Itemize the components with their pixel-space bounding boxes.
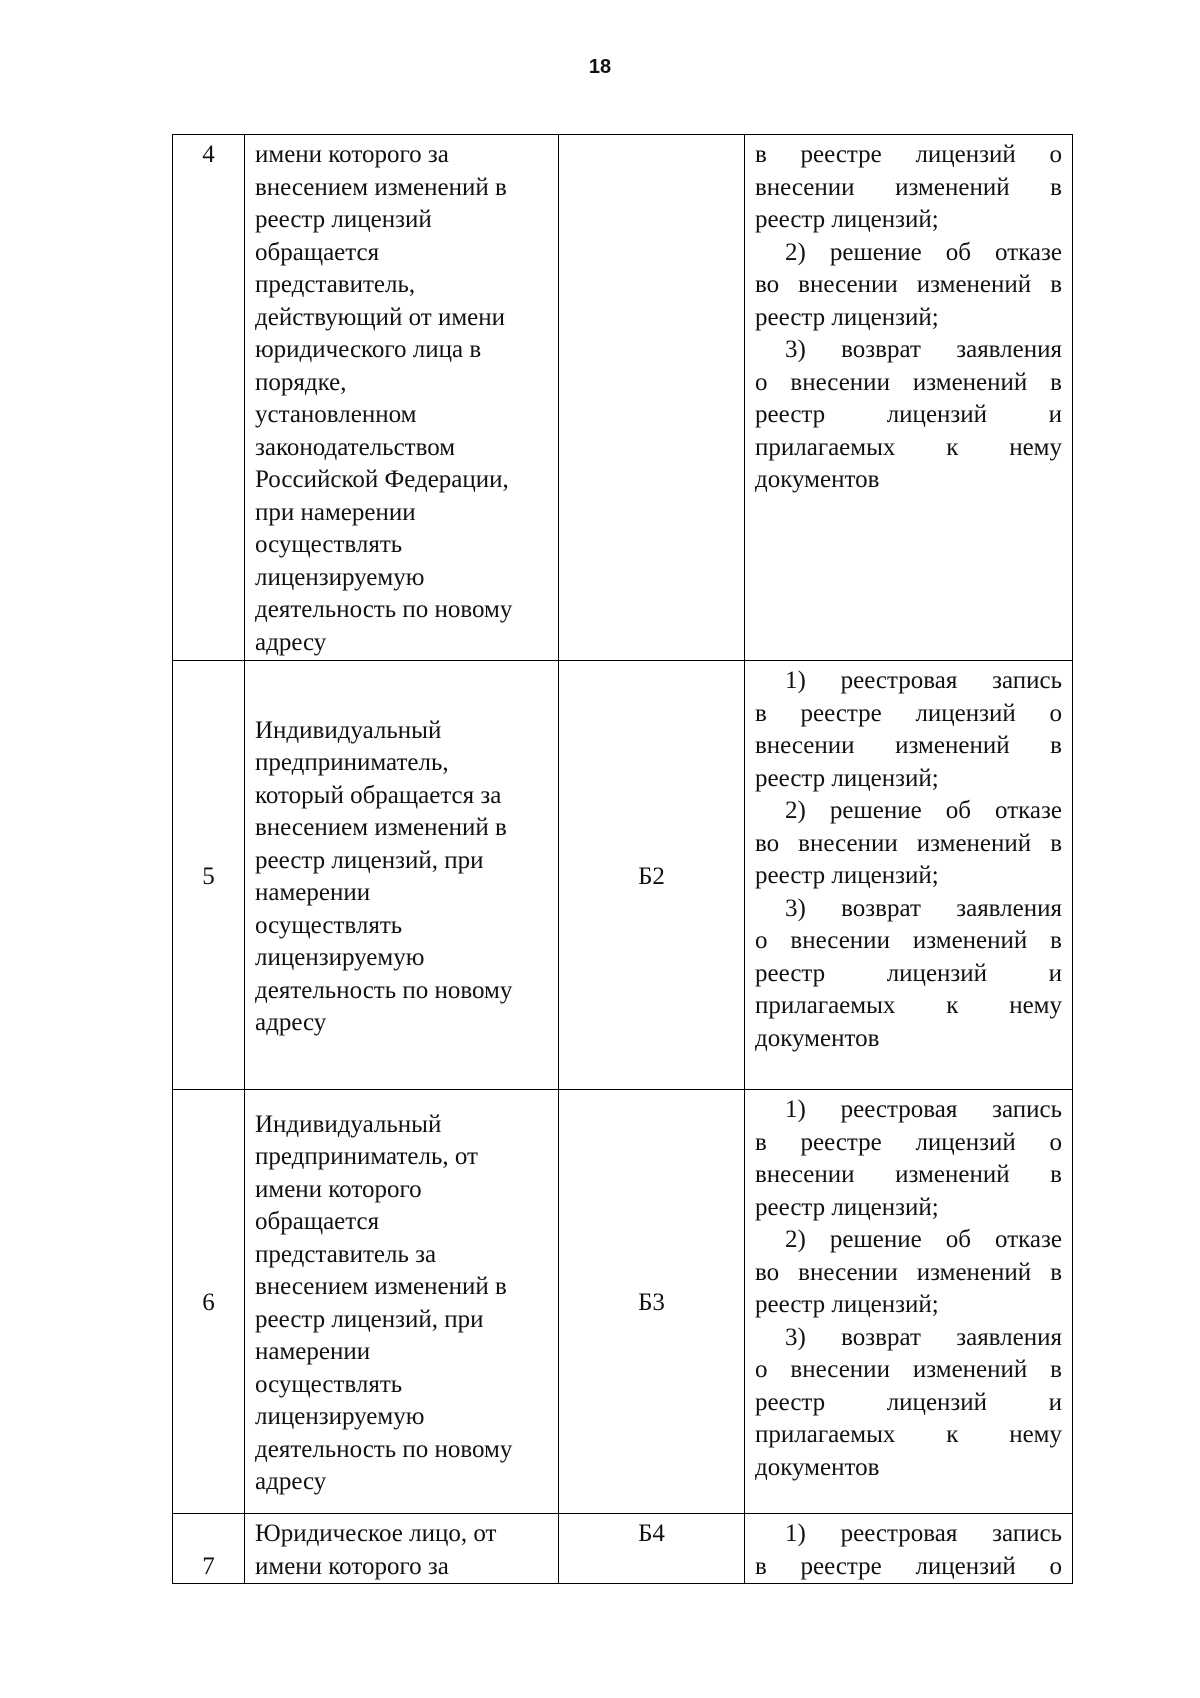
result-cell <box>745 661 1073 1090</box>
applicant-cell <box>245 135 559 661</box>
result-line: 3) возврат заявления <box>785 336 1062 363</box>
applicant-line: деятельность по новому <box>255 596 513 623</box>
applicant-line: который обращается за <box>255 781 502 809</box>
applicant-line: установленном <box>255 401 417 428</box>
applicant-line: реестр лицензий, при <box>255 846 484 874</box>
applicant-line: имени которого за <box>255 1552 449 1580</box>
result-line: реестр лицензий; <box>755 764 939 792</box>
applicant-line: имени которого <box>255 1175 422 1203</box>
applicant-line: обращается <box>255 1208 380 1235</box>
applicant-line: внесением изменений в <box>255 173 507 201</box>
result-line: внесении изменений в <box>755 173 1062 201</box>
result-line: 2) решение об отказе <box>785 797 1062 824</box>
result-line: в реестре лицензий о <box>755 1128 1062 1156</box>
applicant-line: лицензируемую <box>255 563 425 591</box>
applicant-line: деятельность по новому <box>255 1435 513 1463</box>
table-row <box>173 1090 1073 1514</box>
result-line: в реестре лицензий о <box>755 1552 1062 1580</box>
applicant-line: порядке, <box>255 368 347 396</box>
applicant-line: представитель за <box>255 1240 437 1268</box>
result-line: прилагаемых к нему <box>755 433 1062 461</box>
applicant-line: Индивидуальный <box>255 1110 442 1138</box>
result-line: 3) возврат заявления <box>785 1323 1062 1351</box>
applicant-line: Юридическое лицо, от <box>255 1520 497 1547</box>
result-cell <box>745 135 1073 661</box>
result-line: внесении изменений в <box>755 1161 1062 1188</box>
applicant-line: адресу <box>255 1468 327 1495</box>
code-cell: Б4 <box>559 1514 745 1584</box>
result-line: во внесении изменений в <box>755 271 1062 298</box>
applicant-line: обращается <box>255 238 380 266</box>
applicant-line: реестр лицензий <box>255 206 432 233</box>
result-line: 3) возврат заявления <box>785 894 1062 922</box>
applicant-line: имени которого за <box>255 141 449 168</box>
applicant-cell <box>245 1090 559 1514</box>
applicant-line: лицензируемую <box>255 944 425 971</box>
applicant-line: действующий от имени <box>255 303 505 331</box>
applicant-line: Российской Федерации, <box>255 466 509 493</box>
applicant-line: предприниматель, <box>255 749 449 776</box>
result-line: 2) решение об отказе <box>785 238 1062 266</box>
license-register-table <box>172 134 1073 1584</box>
applicant-cell <box>245 661 559 1090</box>
result-line: реестр лицензий; <box>755 1291 939 1318</box>
applicant-line: реестр лицензий, при <box>255 1305 484 1333</box>
applicant-line: осуществлять <box>255 531 403 558</box>
code-cell: Б2 <box>559 661 745 1090</box>
applicant-line: предприниматель, от <box>255 1143 478 1170</box>
applicant-line: адресу <box>255 1009 327 1036</box>
applicant-line: осуществлять <box>255 911 403 939</box>
row-number-cell: 6 <box>173 1090 245 1514</box>
applicant-line: деятельность по новому <box>255 976 513 1004</box>
applicant-line: лицензируемую <box>255 1403 425 1430</box>
result-line: о внесении изменений в <box>755 1356 1062 1383</box>
page-number: 18 <box>588 56 612 78</box>
applicant-line: при намерении <box>255 498 416 526</box>
result-line: 1) реестровая запись <box>785 1520 1062 1547</box>
code-cell <box>559 135 745 661</box>
result-line: документов <box>755 1024 880 1052</box>
result-line: прилагаемых к нему <box>755 1421 1062 1448</box>
result-line: реестр лицензий и <box>755 1388 1062 1416</box>
result-line: во внесении изменений в <box>755 829 1062 857</box>
row-number-cell: 4 <box>173 135 245 661</box>
result-cell <box>745 1090 1073 1514</box>
result-line: в реестре лицензий о <box>755 699 1062 727</box>
result-line: реестр лицензий; <box>755 303 939 331</box>
result-cell <box>745 1514 1073 1584</box>
result-line: реестр лицензий; <box>755 1193 939 1221</box>
applicant-cell <box>245 1514 559 1584</box>
table-row <box>173 135 1073 661</box>
applicant-line: намерении <box>255 879 371 906</box>
table-row <box>173 1514 1073 1584</box>
result-line: о внесении изменений в <box>755 368 1062 396</box>
code-cell: Б3 <box>559 1090 745 1514</box>
applicant-line: внесением изменений в <box>255 1273 507 1300</box>
result-line: реестр лицензий и <box>755 959 1062 987</box>
result-line: внесении изменений в <box>755 732 1062 759</box>
result-line: 2) решение об отказе <box>785 1226 1062 1253</box>
applicant-line: адресу <box>255 628 327 656</box>
result-line: во внесении изменений в <box>755 1258 1062 1286</box>
result-line: реестр лицензий и <box>755 401 1062 428</box>
result-line: 1) реестровая запись <box>785 667 1062 694</box>
result-line: документов <box>755 1453 880 1481</box>
row-number-cell: 5 <box>173 661 245 1090</box>
applicant-line: намерении <box>255 1338 371 1365</box>
applicant-line: внесением изменений в <box>255 814 507 841</box>
result-line: документов <box>755 466 880 493</box>
applicant-line: юридического лица в <box>255 336 482 363</box>
applicant-line: осуществлять <box>255 1370 403 1398</box>
result-line: о внесении изменений в <box>755 927 1062 954</box>
applicant-line: законодательством <box>255 433 456 461</box>
table-row <box>173 661 1073 1090</box>
applicant-line: представитель, <box>255 271 416 298</box>
result-line: реестр лицензий; <box>755 206 939 233</box>
result-line: в реестре лицензий о <box>755 141 1062 168</box>
result-line: 1) реестровая запись <box>785 1096 1062 1123</box>
row-number-cell: 7 <box>173 1514 245 1584</box>
applicant-line: Индивидуальный <box>255 716 442 744</box>
result-line: прилагаемых к нему <box>755 992 1062 1019</box>
result-line: реестр лицензий; <box>755 862 939 889</box>
